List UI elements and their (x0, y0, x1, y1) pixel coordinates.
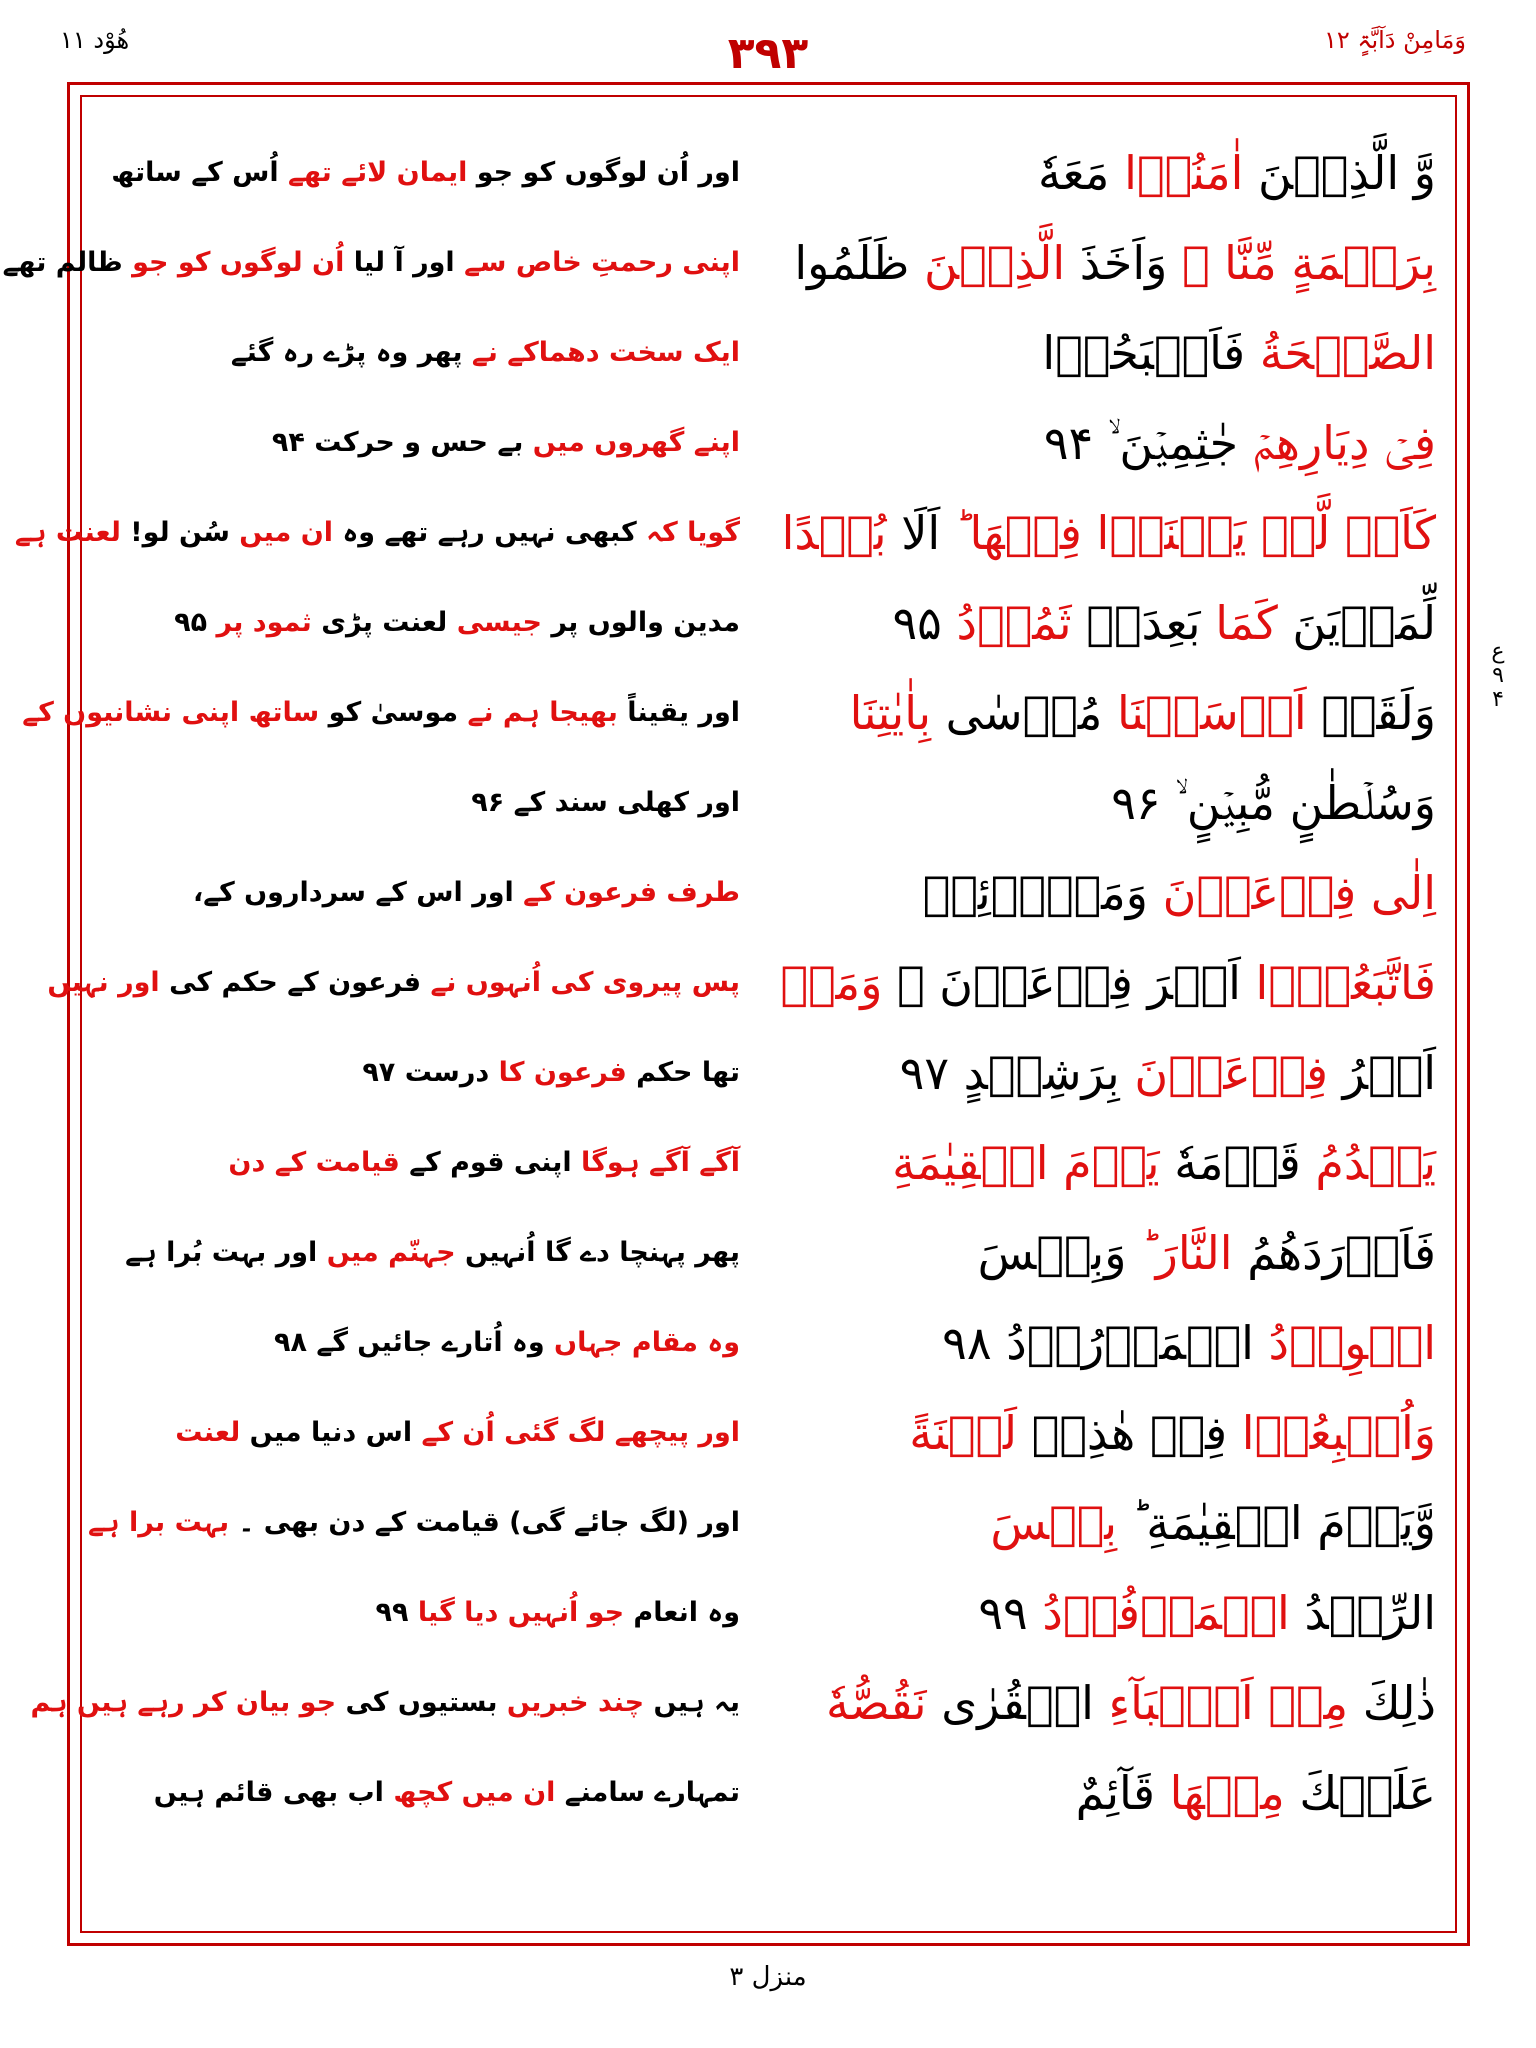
arabic-line-segment: فَاَصۡبَحُوۡا (1042, 326, 1246, 380)
arabic-line-segment: مَعَهٗ (1037, 146, 1110, 200)
arabic-line-segment: الرِّفۡدُ (1289, 1586, 1436, 1640)
urdu-line-segment: اور نہیں (47, 967, 160, 998)
urdu-line-segment: اپنے گھروں میں (523, 427, 740, 458)
urdu-line-segment: تمہارے سامنے (555, 1777, 740, 1808)
arabic-line-segment: جٰثِمِيۡنَ ۙ ۹۴ (1043, 416, 1239, 470)
urdu-line-segment: طرف فرعون کے (513, 877, 740, 908)
page-number: ۳۹۳ (727, 28, 809, 79)
arabic-line-segment: قَوۡمَهٗ (1159, 1136, 1301, 1190)
arabic-line-segment: الۡقُرٰى (926, 1676, 1094, 1730)
arabic-line-segment: وَلَقَدۡ (1306, 686, 1436, 740)
urdu-line-segment: ۹۹ (375, 1597, 409, 1628)
arabic-line-segment: ذٰلِكَ (1348, 1676, 1436, 1730)
arabic-line-segment: الۡمَوۡرُوۡدُ ۹۸ (942, 1316, 1254, 1370)
urdu-translation-column (2, 128, 740, 1838)
urdu-line-segment: ثمود پر (207, 607, 312, 638)
arabic-line-segment: بُعۡدًا (781, 506, 887, 560)
urdu-line-segment: اور کھلی سند کے ۹۶ (471, 787, 740, 818)
urdu-line-segment: اور (لگ جائے گی) قیامت کے دن بھی ۔ (229, 1507, 740, 1538)
arabic-line-segment: ؕ وَبِئۡسَ (977, 1226, 1142, 1280)
urdu-line (100, 308, 740, 398)
header-surah-title: ھُوْد ۱۱ (60, 26, 130, 54)
urdu-line (100, 1118, 740, 1208)
arabic-line (776, 848, 1436, 938)
header-juz-title: وَمَامِنْ دَآبَّۃٍ ۱۲ (1323, 26, 1466, 54)
urdu-line-segment: ۹۵ (174, 607, 208, 638)
urdu-line-segment: بہت برا ہے (87, 1507, 230, 1538)
urdu-line (2, 218, 740, 308)
arabic-line-segment: فِىۡ هٰذِهٖ (1017, 1406, 1228, 1460)
urdu-line (87, 1478, 740, 1568)
arabic-line-segment: عَلَيۡكَ (1284, 1766, 1436, 1820)
arabic-line-segment: كَاَنۡ لَّمۡ يَغۡنَوۡا (1081, 506, 1436, 560)
arabic-line (776, 128, 1436, 218)
urdu-line-segment: بستیوں کی (336, 1687, 498, 1718)
arabic-line-segment: بِرَحۡمَةٍ مِّنَّا (1181, 236, 1436, 290)
urdu-line-segment: چند خبریں (497, 1687, 645, 1718)
urdu-line-segment: اور بہت بُرا ہے (125, 1237, 318, 1268)
urdu-line (100, 1028, 740, 1118)
arabic-line-segment: وَمَلَا۟ئِهٖ (922, 866, 1148, 920)
arabic-line-segment: مِنۡ اَنۡۢبَآءِ (1093, 1676, 1349, 1730)
arabic-line (776, 1208, 1436, 1298)
urdu-line-segment: لعنت (175, 1417, 241, 1448)
arabic-line (776, 1028, 1436, 1118)
urdu-line-segment: ان میں کچھ (383, 1777, 556, 1808)
arabic-line-segment: فِىۡ دِيَارِهِمۡ (1238, 416, 1436, 470)
urdu-line-segment: مدین والوں پر (541, 607, 740, 638)
urdu-line-segment: ایک سخت دھماکے نے (462, 337, 740, 368)
urdu-line-segment: اُس کے ساتھ (111, 157, 279, 188)
arabic-line-segment: نَقُصُّهٗ (825, 1676, 927, 1730)
urdu-line-segment: پس پیروی کی اُنہوں نے (421, 967, 740, 998)
urdu-line-segment: اور پیچھے لگ گئی اُن کے (412, 1417, 740, 1448)
arabic-line (776, 488, 1436, 578)
urdu-line-segment: لعنت پڑی (311, 607, 448, 638)
arabic-line-segment: الَّذِيۡنَ (909, 236, 1066, 290)
arabic-line-segment: النَّارَ (1141, 1226, 1233, 1280)
ruku-marker: ع ۹ ۴ (1491, 639, 1505, 712)
arabic-line-segment: اَمۡرَ فِرۡعَوۡنَ ۚ (882, 956, 1241, 1010)
arabic-line-segment: فِيۡهَا (954, 506, 1082, 560)
urdu-line-segment: بھیجا ہم نے (458, 697, 618, 728)
urdu-line-segment: درست ۹۷ (362, 1057, 490, 1088)
arabic-line-segment: فِرۡعَوۡنَ (1119, 1046, 1328, 1100)
arabic-line (776, 398, 1436, 488)
urdu-line (100, 1568, 740, 1658)
urdu-line-segment: اب بھی قائم ہیں (153, 1777, 384, 1808)
arabic-line-segment: وَّيَوۡمَ الۡقِيٰمَةِ ؕ (1117, 1496, 1436, 1550)
urdu-line-segment: وہ اُتارے جائیں گے ۹۸ (274, 1327, 545, 1358)
arabic-line (776, 578, 1436, 668)
arabic-line (776, 1298, 1436, 1388)
urdu-line-segment: پھر پہنچا دے گا اُنہیں (455, 1237, 740, 1268)
arabic-line-segment: ۚ وَاَخَذَ (1065, 236, 1182, 290)
arabic-line-segment: فَاتَّبَعُوۡۤا (1240, 956, 1436, 1010)
arabic-line-segment: الصَّيۡحَةُ (1245, 326, 1436, 380)
arabic-line-segment: كَمَا (1200, 596, 1278, 650)
urdu-line (30, 1658, 740, 1748)
urdu-line (100, 1748, 740, 1838)
urdu-line-segment: اور یقیناً (617, 697, 740, 728)
urdu-line-segment: اور آ لیا (344, 247, 455, 278)
arabic-line-segment: لَعۡنَةً (909, 1406, 1018, 1460)
arabic-line-segment: فَاَوۡرَدَهُمُ (1232, 1226, 1436, 1280)
urdu-line-segment: ظالم تھے (2, 247, 123, 278)
urdu-line-segment: قیامت کے دن (228, 1147, 400, 1178)
urdu-line-segment: موسیٰ کو (319, 697, 459, 728)
arabic-line-segment: وَسُلۡطٰنٍ مُّبِيۡنٍ ۙ ۹۶ (1111, 776, 1436, 830)
urdu-line-segment: لعنت ہے (14, 517, 121, 548)
urdu-line-segment: گویا کہ (636, 517, 740, 548)
arabic-line-segment: ثَمُوۡدُ (941, 596, 1072, 650)
urdu-line-segment: جو اُنہیں دیا گیا (408, 1597, 625, 1628)
arabic-line (776, 758, 1436, 848)
urdu-line (47, 938, 740, 1028)
urdu-line-segment: یہ ہیں (644, 1687, 740, 1718)
arabic-line-segment: اٰمَنُوۡا (1109, 146, 1244, 200)
arabic-line (776, 218, 1436, 308)
urdu-line-segment: فرعون کا (489, 1057, 627, 1088)
arabic-line-segment: اِلٰى (1356, 866, 1436, 920)
arabic-text-column (776, 128, 1436, 1838)
arabic-line-segment: الۡمَرۡفُوۡدُ (1027, 1586, 1290, 1640)
arabic-line (776, 668, 1436, 758)
arabic-line-segment: الۡوِرۡدُ (1253, 1316, 1436, 1370)
urdu-line-segment: تھا حکم (626, 1057, 740, 1088)
urdu-line-segment: اُن لوگوں کو جو (122, 247, 345, 278)
arabic-line-segment: وَّ الَّذِيۡنَ (1243, 146, 1436, 200)
urdu-line-segment: اپنی قوم کے (399, 1147, 572, 1178)
arabic-line-segment: اَرۡسَلۡنَا (1102, 686, 1307, 740)
arabic-line-segment: بِرَشِيۡدٍ ۹۷ (899, 1046, 1120, 1100)
urdu-line-segment: جہنّم میں (317, 1237, 456, 1268)
urdu-line-segment: جیسی (447, 607, 542, 638)
urdu-line-segment: اور اس کے سرداروں کے، (192, 877, 514, 908)
urdu-line (100, 128, 740, 218)
arabic-line-segment: فِرۡعَوۡنَ (1147, 866, 1357, 920)
urdu-line (100, 578, 740, 668)
urdu-line-segment: اس دنیا میں (240, 1417, 413, 1448)
arabic-line (776, 308, 1436, 398)
urdu-line (100, 1388, 740, 1478)
arabic-line-segment: بِئۡسَ (990, 1496, 1118, 1550)
urdu-line-segment: ایمان لائے تھے (278, 157, 468, 188)
urdu-line (22, 668, 740, 758)
arabic-line (776, 1748, 1436, 1838)
urdu-line-segment: بے حس و حرکت ۹۴ (271, 427, 524, 458)
urdu-line-segment: جو بیان کر رہے ہیں ہم (30, 1687, 337, 1718)
arabic-line-segment: بَعِدَتۡ (1071, 596, 1201, 650)
arabic-line-segment: مِنۡهَا (1155, 1766, 1285, 1820)
urdu-line (100, 1208, 740, 1298)
urdu-line (100, 848, 740, 938)
arabic-line-segment: وَمَاۤ (780, 956, 883, 1010)
arabic-line-segment: يَوۡمَ الۡقِيٰمَةِ (892, 1136, 1160, 1190)
arabic-line (776, 1388, 1436, 1478)
urdu-line-segment: اور اُن لوگوں کو جو (467, 157, 740, 188)
arabic-line (776, 1658, 1436, 1748)
arabic-line-segment: لِّمَدۡيَنَ (1277, 596, 1436, 650)
arabic-line-segment: يَقۡدُمُ (1300, 1136, 1436, 1190)
urdu-line-segment: پھر وہ پڑے رہ گئے (230, 337, 463, 368)
arabic-line-segment: بِاٰيٰتِنَا (849, 686, 932, 740)
urdu-line-segment: فرعون کے حکم کی (159, 967, 422, 998)
urdu-line-segment: اپنی رحمتِ خاص سے (454, 247, 740, 278)
manzil-footer: منزل ۳ (729, 1962, 807, 1992)
urdu-line (100, 1298, 740, 1388)
urdu-line-segment: سُن لو! (120, 517, 230, 548)
arabic-line-segment: ظَلَمُوا (794, 236, 910, 290)
arabic-line (776, 1118, 1436, 1208)
urdu-line (100, 398, 740, 488)
arabic-line-segment: مُوۡسٰى (931, 686, 1103, 740)
arabic-line-segment: وَاُتۡبِعُوۡا (1227, 1406, 1436, 1460)
urdu-line-segment: آگے آگے ہوگا (571, 1147, 740, 1178)
urdu-line-segment: وہ انعام (624, 1597, 740, 1628)
arabic-line (776, 938, 1436, 1028)
arabic-line (776, 1568, 1436, 1658)
arabic-line-segment: ۹۹ (978, 1586, 1028, 1640)
urdu-line-segment: ساتھ اپنی نشانیوں کے (22, 697, 320, 728)
urdu-line (14, 488, 740, 578)
arabic-line-segment: ؕ اَلَا (886, 506, 955, 560)
urdu-line-segment: وہ مقام جہاں (544, 1327, 740, 1358)
arabic-line-segment: اَمۡرُ (1328, 1046, 1436, 1100)
arabic-line (776, 1478, 1436, 1568)
urdu-line-segment: ان میں (229, 517, 334, 548)
arabic-line-segment: ۹۵ (892, 596, 942, 650)
urdu-line (100, 758, 740, 848)
urdu-line-segment: کبھی نہیں رہے تھے وہ (333, 517, 637, 548)
arabic-line-segment: قَآئِمٌ (1075, 1766, 1156, 1820)
